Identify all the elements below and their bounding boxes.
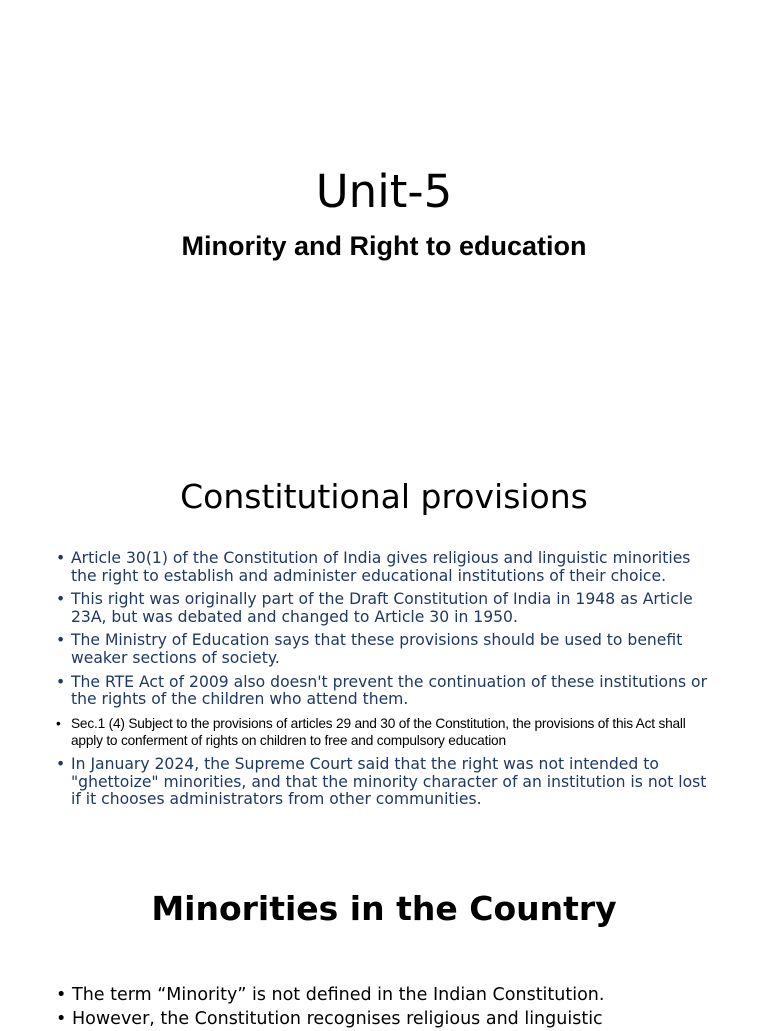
section-heading-minorities: Minorities in the Country (151, 889, 617, 928)
bullet-icon: • (56, 1009, 67, 1029)
slide-subtitle: Minority and Right to education (181, 231, 587, 261)
bullet-icon: • (56, 590, 66, 609)
list-item-text: In January 2024, the Supreme Court said that the right was not intended to "ghettoize" minorities, and that the minority character of an institution is not lost if it chooses administrators from other communities. (71, 754, 707, 809)
list-item (56, 1007, 736, 1031)
list-item-text: The RTE Act of 2009 also doesn't prevent the continuation of these institutions or the rights of the children who attend them. (71, 672, 707, 709)
list-item-text: The Ministry of Education says that these provisions should be used to benefit weaker sections of society. (71, 631, 683, 667)
list-item (56, 756, 716, 809)
bullet-icon: • (56, 631, 66, 650)
bullet-icon: • (56, 715, 61, 731)
constitutional-provisions-list (56, 550, 716, 815)
bullet-icon: • (56, 549, 66, 567)
list-item-text: The term “Minority” is not defined in the Indian Constitution. (72, 985, 605, 1005)
list-item-text: However, the Constitution recognises religious and linguistic (72, 1009, 603, 1029)
list-item-text: Article 30(1) of the Constitution of India gives religious and linguistic minorities the right to establish and administer educational institutions of their choice. (71, 549, 691, 585)
section-heading-constitutional-provisions: Constitutional provisions (180, 477, 588, 516)
slide-title: Unit-5 (315, 165, 453, 218)
bullet-icon: • (56, 754, 66, 773)
list-item (56, 715, 716, 750)
list-item (56, 674, 716, 709)
list-item-text: This right was originally part of the Draft Constitution of India in 1948 as Article 23A, but was debated and changed to Article 30 in 1950. (71, 590, 693, 626)
list-item (56, 550, 716, 585)
list-item (56, 983, 736, 1007)
list-item (56, 632, 716, 667)
bullet-icon: • (56, 672, 66, 691)
list-item-text: Sec.1 (4) Subject to the provisions of articles 29 and 30 of the Constitution, the provisions of this Act shall apply to conferment of rights on children to free and compulsory education (71, 715, 686, 749)
bullet-icon: • (56, 985, 67, 1005)
list-item (56, 591, 716, 626)
